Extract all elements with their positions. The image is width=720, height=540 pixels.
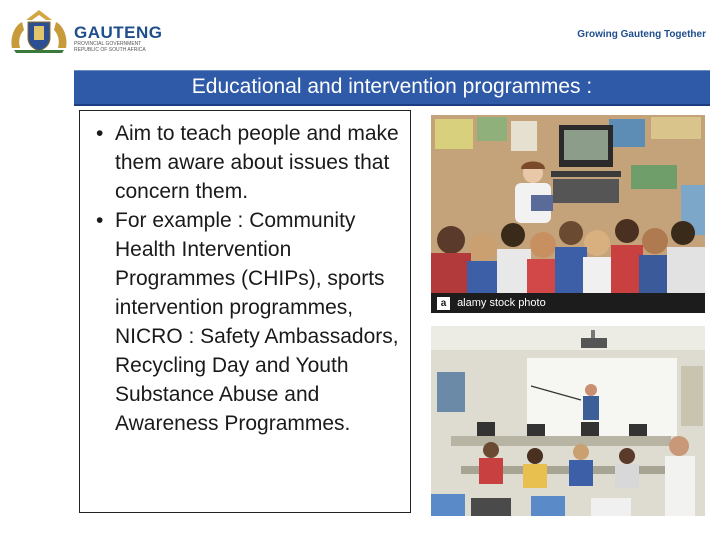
logo-main-text: GAUTENG (74, 23, 163, 42)
tagline: Growing Gauteng Together (577, 29, 706, 40)
photo-watermark (431, 293, 705, 313)
bullet-item (90, 119, 400, 206)
bullet-list (80, 111, 410, 438)
presentation-photo (431, 326, 705, 516)
watermark-text: alamy stock photo (457, 297, 546, 310)
alamy-logo-icon: a (437, 297, 450, 310)
bullet-text: For example : Community Health Intervention Programmes (CHIPs), sports intervention programmes, NICRO : Safety Ambassadors, Recycling Day and Youth Substance Abuse and Awareness Programmes. (115, 209, 399, 435)
bullet-dot: • (96, 122, 104, 145)
bullet-text: Aim to teach people and make them aware about issues that concern them. (115, 122, 399, 203)
header (0, 0, 720, 62)
bullet-dot: • (96, 209, 104, 232)
text-box (79, 110, 411, 513)
logo-sub-text-2: REPUBLIC OF SOUTH AFRICA (74, 47, 146, 53)
coat-of-arms-icon (6, 8, 72, 54)
bullet-item (90, 206, 400, 438)
classroom-photo (431, 115, 705, 313)
gauteng-logo (74, 24, 163, 53)
slide-title: Educational and intervention programmes : (74, 70, 710, 106)
logo-sub-text-1: PROVINCIAL GOVERNMENT (74, 41, 142, 47)
